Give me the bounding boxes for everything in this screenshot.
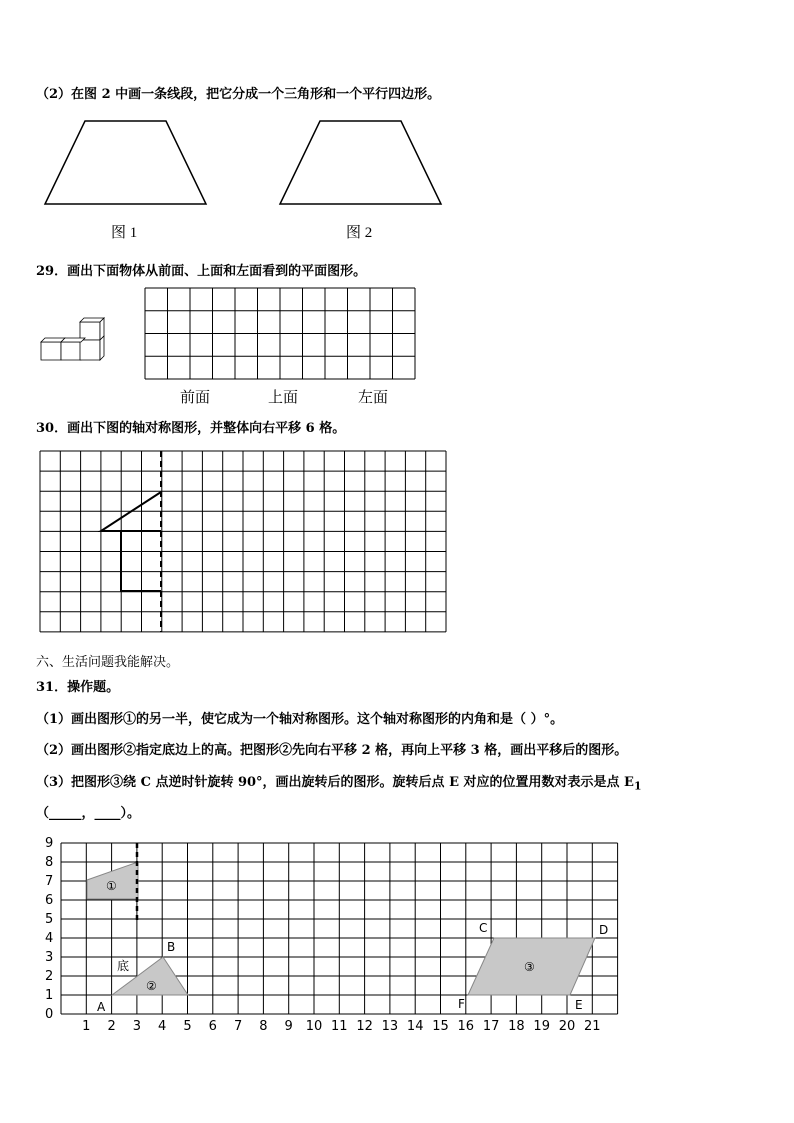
x-axis-label: 6 [208,1019,217,1034]
view-left-label: 左面 [358,390,389,406]
shape-2-label: ② [146,979,157,993]
x-axis-label: 21 [584,1019,601,1034]
e1-subscript: 1 [633,779,642,793]
x-axis-label: 11 [331,1019,348,1034]
x-axis-label: 9 [284,1019,293,1034]
x-axis-label: 4 [158,1019,167,1034]
figure-1-caption: 图 1 [111,225,138,241]
y-axis-label: 0 [45,1007,54,1022]
point-e-label: E [575,998,583,1012]
x-axis-label: 12 [356,1019,373,1034]
section6-heading: 六、生活问题我能解决。 [36,655,180,670]
view-top-label: 上面 [268,390,299,406]
x-axis-label: 1 [82,1019,91,1034]
point-c-label: C [479,921,488,935]
y-axis-label: 1 [45,988,54,1003]
y-axis-label: 9 [45,836,54,851]
shape-1-label: ① [106,879,117,893]
point-d-label: D [599,923,609,937]
q28-part2-text: （2）在图 2 中画一条线段，把它分成一个三角形和一个平行四边形。 [36,87,441,102]
x-axis-label: 5 [183,1019,192,1034]
x-axis-label: 16 [457,1019,475,1034]
shape-3-label: ③ [524,960,535,974]
x-axis-label: 7 [233,1019,243,1034]
y-axis-label: 2 [45,969,54,984]
point-f-label: F [458,997,465,1011]
view-front-label: 前面 [180,390,211,406]
x-axis-label: 18 [508,1019,525,1034]
q30-symmetry-grid [40,451,446,632]
x-axis-label: 8 [259,1019,268,1034]
q31-text: 31．操作题。 [36,680,120,695]
x-axis-label: 17 [482,1019,500,1034]
q31-part3-blank: （_____，____）。 [36,806,141,821]
x-axis-label: 2 [107,1019,116,1034]
x-axis-label: 19 [533,1019,550,1034]
q31-part1-text: （1）画出图形①的另一半，使它成为一个轴对称图形。这个轴对称图形的内角和是（ ）°。 [36,712,564,727]
y-axis-label: 5 [45,912,54,927]
x-axis-label: 3 [132,1019,142,1034]
q29-drawing-grid [145,288,415,379]
figure-2-caption: 图 2 [346,225,373,241]
base-label: 底 [117,959,130,973]
y-axis-label: 4 [45,931,54,946]
y-axis-label: 8 [45,855,54,870]
point-b-label: B [167,940,176,954]
y-axis-label: 6 [45,893,54,908]
x-axis-label: 20 [558,1019,576,1034]
trapezoid-figure-2 [280,121,441,204]
x-axis-label: 13 [381,1019,399,1034]
q31-part3-text: （3）把图形③绕 C 点逆时针旋转 90°，画出旋转后的图形。旋转后点 E 对应的位置用数对表示是点 $E_1$ [36,775,642,793]
y-axis-label: 7 [45,874,54,889]
cube-stack-drawing [41,318,104,360]
x-axis-label: 10 [305,1019,323,1034]
y-axis-label: 3 [45,950,54,965]
q29-text: 29．画出下面物体从前面、上面和左面看到的平面图形。 [36,264,367,279]
x-axis-label: 15 [432,1019,449,1034]
point-a-label: A [97,1000,106,1014]
q30-text: 30．画出下图的轴对称图形，并整体向右平移 6 格。 [36,421,346,436]
trapezoid-figure-1 [45,121,206,204]
q31-part2-text: （2）画出图形②指定底边上的高。把图形②先向右平移 2 格，再向上平移 3 格，画出平移后的图形。 [36,743,628,758]
x-axis-label: 14 [406,1019,424,1034]
